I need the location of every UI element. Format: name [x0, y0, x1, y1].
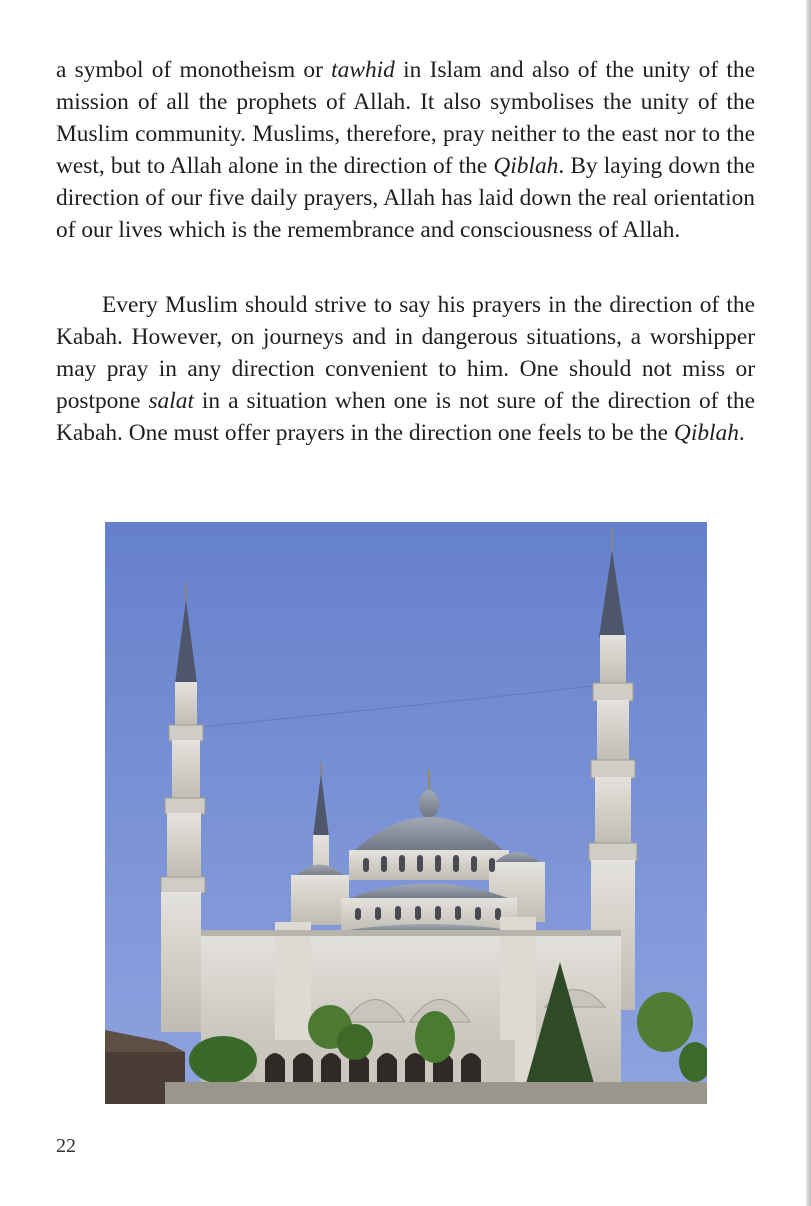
- paragraph-1-text: . By laying down the direction of our five daily prayers, Allah has laid down the real orientation of our lives which is the remembrance and consciousness of Allah.: [56, 153, 756, 243]
- paragraph-2-text: Every Muslim should strive to say his prayers in the direction of the Kabah. However, on journeys and in dangerous situations, a worshipper may pray in any direction convenient to him. One should not miss or postpone: [56, 292, 755, 414]
- courtyard-wall: [165, 1082, 707, 1104]
- page-edge-shadow: [806, 0, 811, 1206]
- mosque-photo: [105, 522, 707, 1104]
- paragraph-1-text: a symbol of monotheism or: [56, 57, 332, 83]
- page-number: 22: [56, 1135, 76, 1157]
- paragraph-2-text: in a situation when one is not sure of the direction of the Kabah. One must offer prayers in the direction one feels to be the: [56, 388, 755, 446]
- paragraph-2-term-qiblah: Qiblah: [673, 420, 739, 446]
- paragraph-1: [56, 54, 755, 246]
- paragraph-2-term-salat: salat: [148, 388, 194, 414]
- paragraph-1-text: in Islam and also of the unity of the mission of all the prophets of Allah. It also symbolises the unity of the Muslim community. Muslims, therefore, pray neither to the east nor to the west, but to Allah alone in the direction of the: [56, 57, 755, 179]
- paragraph-1-term-tawhid: tawhid: [331, 57, 395, 83]
- mosque-illustration: [105, 522, 707, 1104]
- paragraph-2: [56, 289, 755, 449]
- paragraph-1-term-qiblah: Qiblah: [493, 153, 559, 179]
- arcade: [255, 1040, 515, 1084]
- paragraph-2-text: .: [738, 420, 745, 446]
